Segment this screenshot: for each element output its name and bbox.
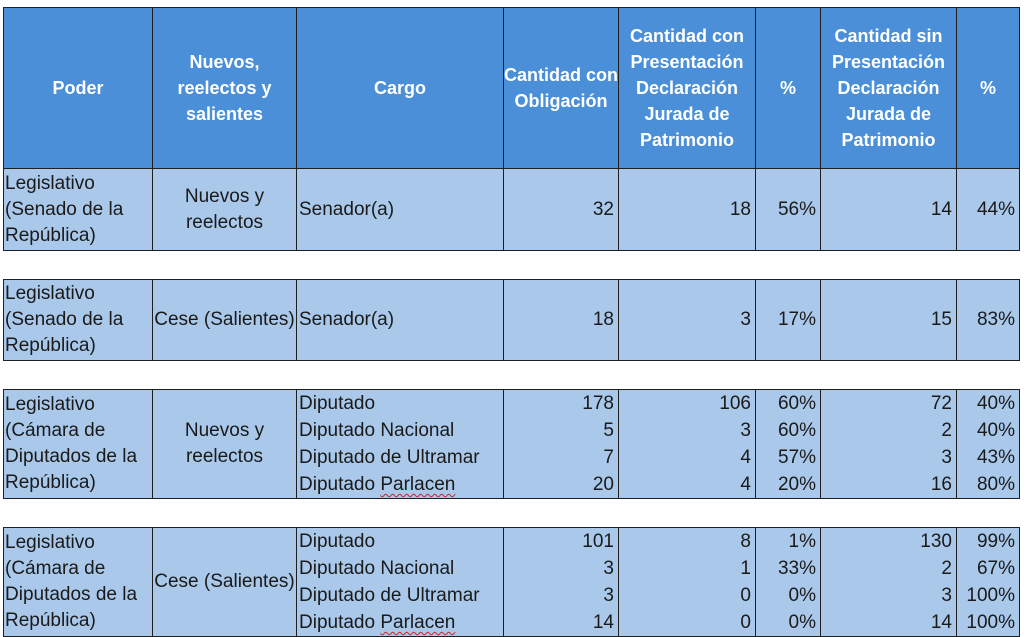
pct-sin-value: 43% <box>976 447 1015 468</box>
row-gap <box>3 499 1020 527</box>
cargo-value: Diputado <box>299 531 376 552</box>
obligacion-value: 14 <box>592 612 614 633</box>
pct-sin-cell <box>957 527 1020 637</box>
cargo-cell: Senador(a) <box>297 169 504 251</box>
cargo-cell <box>297 389 504 499</box>
tipo-cell: Nuevos y reelectos <box>153 389 297 499</box>
cargo-value: Diputado Nacional <box>299 420 455 441</box>
sin-presentacion-cell <box>821 389 957 499</box>
header-obligacion: Cantidad con Obligación <box>504 7 619 169</box>
header-tipo: Nuevos, reelectos y salientes <box>153 7 297 169</box>
pct-con-cell <box>756 527 821 637</box>
table-row <box>3 169 1020 251</box>
sin-value: 16 <box>930 474 952 495</box>
sin-value: 2 <box>941 420 952 441</box>
pct-con-cell: 17% <box>756 279 821 361</box>
pct-sin-cell: 44% <box>957 169 1020 251</box>
pct-sin-value: 40% <box>976 393 1015 414</box>
pct-sin-value: 100% <box>966 585 1015 606</box>
declaraciones-table <box>3 7 1020 637</box>
header-pct-con: % <box>756 7 821 169</box>
pct-sin-value: 67% <box>976 558 1015 579</box>
obligacion-value: 3 <box>603 585 614 606</box>
con-value: 0 <box>740 612 751 633</box>
tipo-cell: Nuevos y reelectos <box>153 169 297 251</box>
sin-value: 14 <box>930 612 952 633</box>
header-sin-presentacion: Cantidad sin Presentación Declaración Jurada de Patrimonio <box>821 7 957 169</box>
obligacion-cell: 18 <box>504 279 619 361</box>
header-cargo: Cargo <box>297 7 504 169</box>
row-gap <box>3 251 1020 279</box>
con-presentacion-cell: 3 <box>619 279 756 361</box>
pct-con-cell: 56% <box>756 169 821 251</box>
obligacion-cell: 32 <box>504 169 619 251</box>
pct-sin-value: 40% <box>976 420 1015 441</box>
pct-con-value: 1% <box>788 531 816 552</box>
header-poder: Poder <box>3 7 153 169</box>
table-row <box>3 527 1020 637</box>
table-header-row <box>3 7 1020 169</box>
sin-presentacion-cell: 15 <box>821 279 957 361</box>
cargo-value: Diputado de Ultramar <box>299 447 480 468</box>
pct-sin-cell: 83% <box>957 279 1020 361</box>
cargo-value: Diputado de Ultramar <box>299 585 480 606</box>
poder-cell: Legislativo (Senado de la República) <box>3 279 153 361</box>
sin-presentacion-cell <box>821 527 957 637</box>
con-value: 1 <box>740 558 751 579</box>
pct-sin-value: 99% <box>976 531 1015 552</box>
sin-value: 72 <box>930 393 952 414</box>
sin-value: 3 <box>941 585 952 606</box>
pct-con-value: 0% <box>788 612 816 633</box>
con-value: 8 <box>740 531 751 552</box>
pct-sin-cell <box>957 389 1020 499</box>
con-value: 4 <box>740 447 751 468</box>
cargo-cell <box>297 527 504 637</box>
poder-cell: Legislativo (Senado de la República) <box>3 169 153 251</box>
cargo-value: Diputado Nacional <box>299 558 455 579</box>
poder-cell: Legislativo (Cámara de Diputados de la República) <box>3 389 153 499</box>
cargo-value: Diputado Parlacen <box>299 612 456 633</box>
sin-presentacion-cell: 14 <box>821 169 957 251</box>
con-presentacion-cell <box>619 389 756 499</box>
con-value: 4 <box>740 474 751 495</box>
con-presentacion-cell <box>619 527 756 637</box>
obligacion-value: 3 <box>603 558 614 579</box>
con-value: 106 <box>719 393 751 414</box>
obligacion-value: 7 <box>603 447 614 468</box>
obligacion-value: 5 <box>603 420 614 441</box>
pct-con-value: 60% <box>777 420 816 441</box>
pct-con-value: 20% <box>777 474 816 495</box>
cargo-cell: Senador(a) <box>297 279 504 361</box>
tipo-cell: Cese (Salientes) <box>153 279 297 361</box>
pct-con-value: 57% <box>777 447 816 468</box>
table-row <box>3 279 1020 361</box>
obligacion-value: 20 <box>592 474 614 495</box>
sin-value: 3 <box>941 447 952 468</box>
row-gap <box>3 361 1020 389</box>
con-value: 3 <box>740 420 751 441</box>
pct-con-cell <box>756 389 821 499</box>
pct-sin-value: 80% <box>976 474 1015 495</box>
cargo-value: Diputado Parlacen <box>299 474 456 495</box>
cargo-value: Diputado <box>299 393 376 414</box>
header-pct-sin: % <box>957 7 1020 169</box>
obligacion-cell <box>504 527 619 637</box>
obligacion-value: 178 <box>582 393 614 414</box>
table-row <box>3 389 1020 499</box>
sin-value: 2 <box>941 558 952 579</box>
obligacion-cell <box>504 389 619 499</box>
pct-sin-value: 100% <box>966 612 1015 633</box>
header-con-presentacion: Cantidad con Presentación Declaración Jurada de Patrimonio <box>619 7 756 169</box>
poder-cell: Legislativo (Cámara de Diputados de la República) <box>3 527 153 637</box>
con-presentacion-cell: 18 <box>619 169 756 251</box>
pct-con-value: 0% <box>788 585 816 606</box>
obligacion-value: 101 <box>582 531 614 552</box>
pct-con-value: 60% <box>777 393 816 414</box>
sin-value: 130 <box>920 531 952 552</box>
con-value: 0 <box>740 585 751 606</box>
pct-con-value: 33% <box>777 558 816 579</box>
tipo-cell: Cese (Salientes) <box>153 527 297 637</box>
